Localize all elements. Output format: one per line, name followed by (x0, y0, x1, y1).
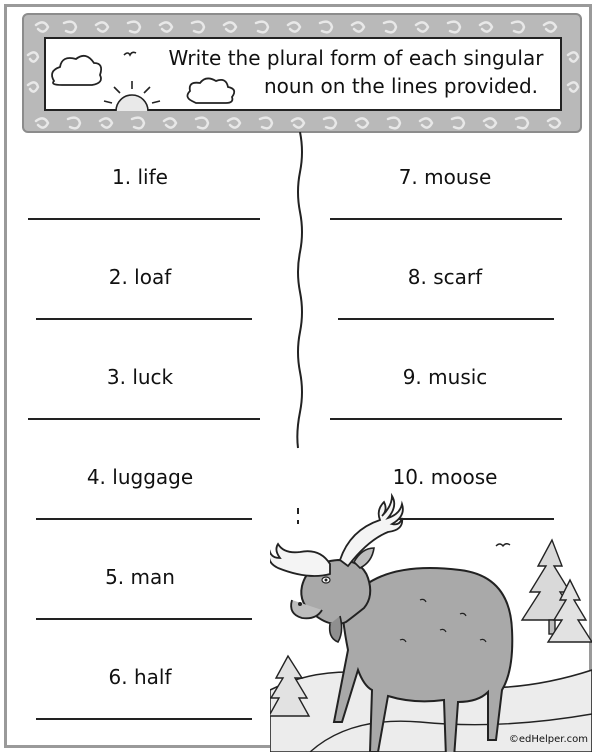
item-2 (40, 265, 240, 289)
item-7 (345, 165, 545, 189)
item-1 (40, 165, 240, 189)
answer-line-5[interactable] (36, 618, 252, 620)
column-divider (290, 132, 310, 532)
answer-line-6[interactable] (36, 718, 252, 720)
item-number: 5. (105, 565, 125, 589)
item-8 (345, 265, 545, 289)
item-10 (345, 465, 545, 489)
answer-line-2[interactable] (36, 318, 252, 320)
answer-line-7[interactable] (330, 218, 562, 220)
item-number: 10. (392, 465, 425, 489)
bird-icon (496, 544, 510, 546)
answer-line-9[interactable] (330, 418, 562, 420)
bird-icon (124, 52, 136, 55)
answer-line-1[interactable] (28, 218, 260, 220)
item-5 (40, 565, 240, 589)
header-banner (22, 13, 582, 133)
answer-line-4[interactable] (36, 518, 252, 520)
item-word: music (428, 365, 488, 389)
item-word: man (130, 565, 175, 589)
sun-icon (104, 81, 160, 111)
item-number: 1. (112, 165, 132, 189)
item-number: 2. (108, 265, 128, 289)
item-9 (345, 365, 545, 389)
item-number: 9. (402, 365, 422, 389)
instruction-box (44, 37, 562, 111)
moose-illustration (270, 490, 592, 752)
item-word: loaf (134, 265, 172, 289)
item-number: 7. (398, 165, 418, 189)
item-word: luck (132, 365, 174, 389)
item-6 (40, 665, 240, 689)
answer-line-3[interactable] (28, 418, 260, 420)
sky-scene (46, 39, 166, 113)
item-4 (40, 465, 240, 489)
item-number: 4. (86, 465, 106, 489)
instructions-line-2: noun on the lines provided. (263, 74, 539, 98)
item-word: mouse (424, 165, 492, 189)
item-word: luggage (112, 465, 194, 489)
item-word: moose (430, 465, 498, 489)
cloud-icon (52, 56, 101, 85)
copyright-text: ©edHelper.com (508, 734, 588, 745)
answer-line-8[interactable] (338, 318, 554, 320)
instructions-text (156, 44, 556, 100)
item-word: half (133, 665, 172, 689)
item-3 (40, 365, 240, 389)
item-number: 6. (108, 665, 128, 689)
item-number: 3. (106, 365, 126, 389)
instructions-line-1: Write the plural form of each singular (168, 46, 544, 70)
item-word: scarf (433, 265, 483, 289)
item-word: life (137, 165, 168, 189)
item-number: 8. (407, 265, 427, 289)
